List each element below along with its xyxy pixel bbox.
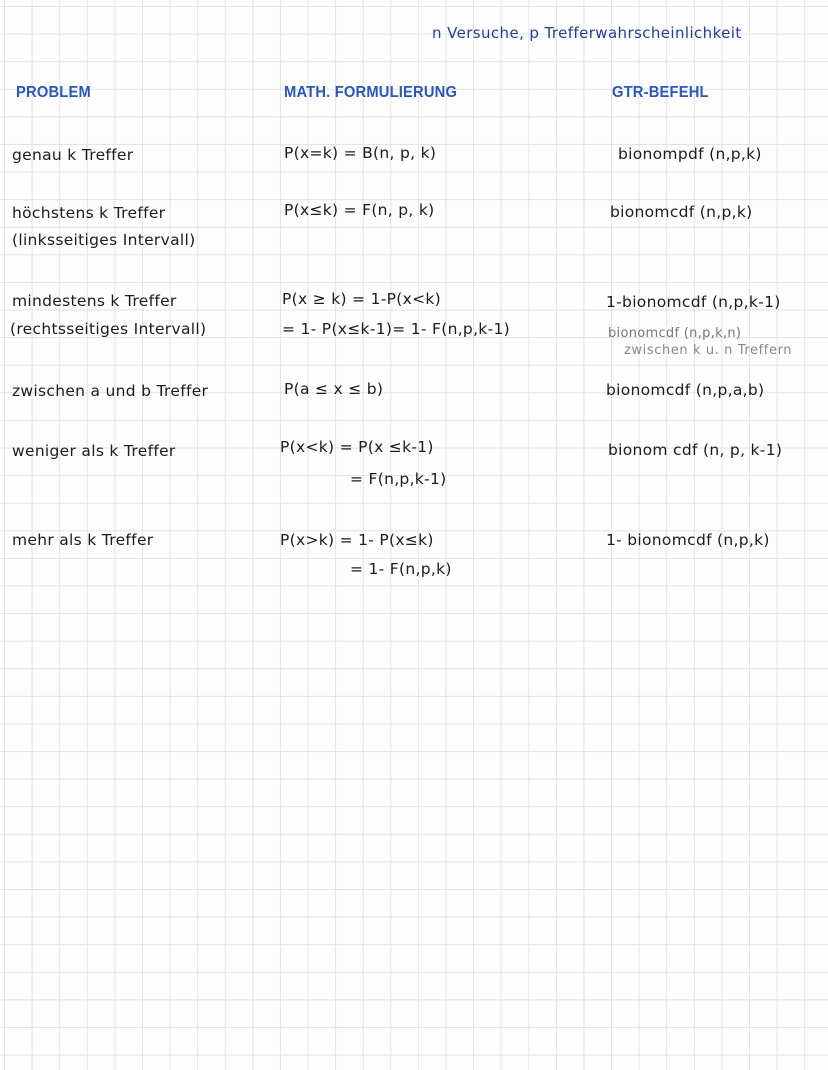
gtr-at-least-k-alt-note: zwischen k u. n Treffern	[624, 343, 793, 358]
gtr-at-least-k-alt: bionomcdf (n,p,k,n)	[608, 326, 742, 341]
gtr-at-least-k: 1-bionomcdf (n,p,k-1)	[606, 293, 781, 311]
problem-between-a-b: zwischen a und b Treffer	[12, 382, 209, 400]
formula-between-a-b: P(a ≤ x ≤ b)	[284, 380, 384, 398]
problem-at-most-k: höchstens k Treffer	[12, 204, 166, 222]
gtr-at-most-k: bionomcdf (n,p,k)	[610, 203, 753, 221]
gtr-less-than-k: bionom cdf (n, p, k-1)	[608, 441, 783, 459]
formula-at-least-k-line1: P(x ≥ k) = 1-P(x<k)	[282, 290, 442, 308]
problem-exactly-k: genau k Treffer	[12, 146, 134, 164]
formula-less-than-k-line1: P(x<k) = P(x ≤k-1)	[280, 438, 434, 456]
gtr-more-than-k: 1- bionomcdf (n,p,k)	[606, 531, 770, 549]
header-formula: MATH. FORMULIERUNG	[284, 84, 458, 101]
gtr-between-a-b: bionomcdf (n,p,a,b)	[606, 381, 765, 399]
gtr-exactly-k: bionompdf (n,p,k)	[618, 145, 762, 163]
problem-at-most-k-note: (linksseitiges Intervall)	[12, 231, 196, 249]
problem-at-least-k: mindestens k Treffer	[12, 292, 177, 310]
legend-note: n Versuche, p Trefferwahrscheinlichkeit	[432, 24, 742, 42]
formula-less-than-k-line2: = F(n,p,k-1)	[350, 470, 447, 488]
problem-less-than-k: weniger als k Treffer	[12, 442, 176, 460]
formula-more-than-k-line2: = 1- F(n,p,k)	[350, 560, 452, 578]
problem-at-least-k-note: (rechtsseitiges Intervall)	[10, 320, 207, 338]
formula-more-than-k-line1: P(x>k) = 1- P(x≤k)	[280, 531, 434, 549]
formula-exactly-k: P(x=k) = B(n, p, k)	[284, 144, 437, 162]
formula-at-least-k-line2: = 1- P(x≤k-1)= 1- F(n,p,k-1)	[282, 320, 510, 338]
problem-more-than-k: mehr als k Treffer	[12, 531, 154, 549]
header-gtr: GTR-BEFEHL	[612, 84, 709, 101]
formula-at-most-k: P(x≤k) = F(n, p, k)	[284, 201, 435, 219]
header-problem: PROBLEM	[16, 84, 91, 101]
